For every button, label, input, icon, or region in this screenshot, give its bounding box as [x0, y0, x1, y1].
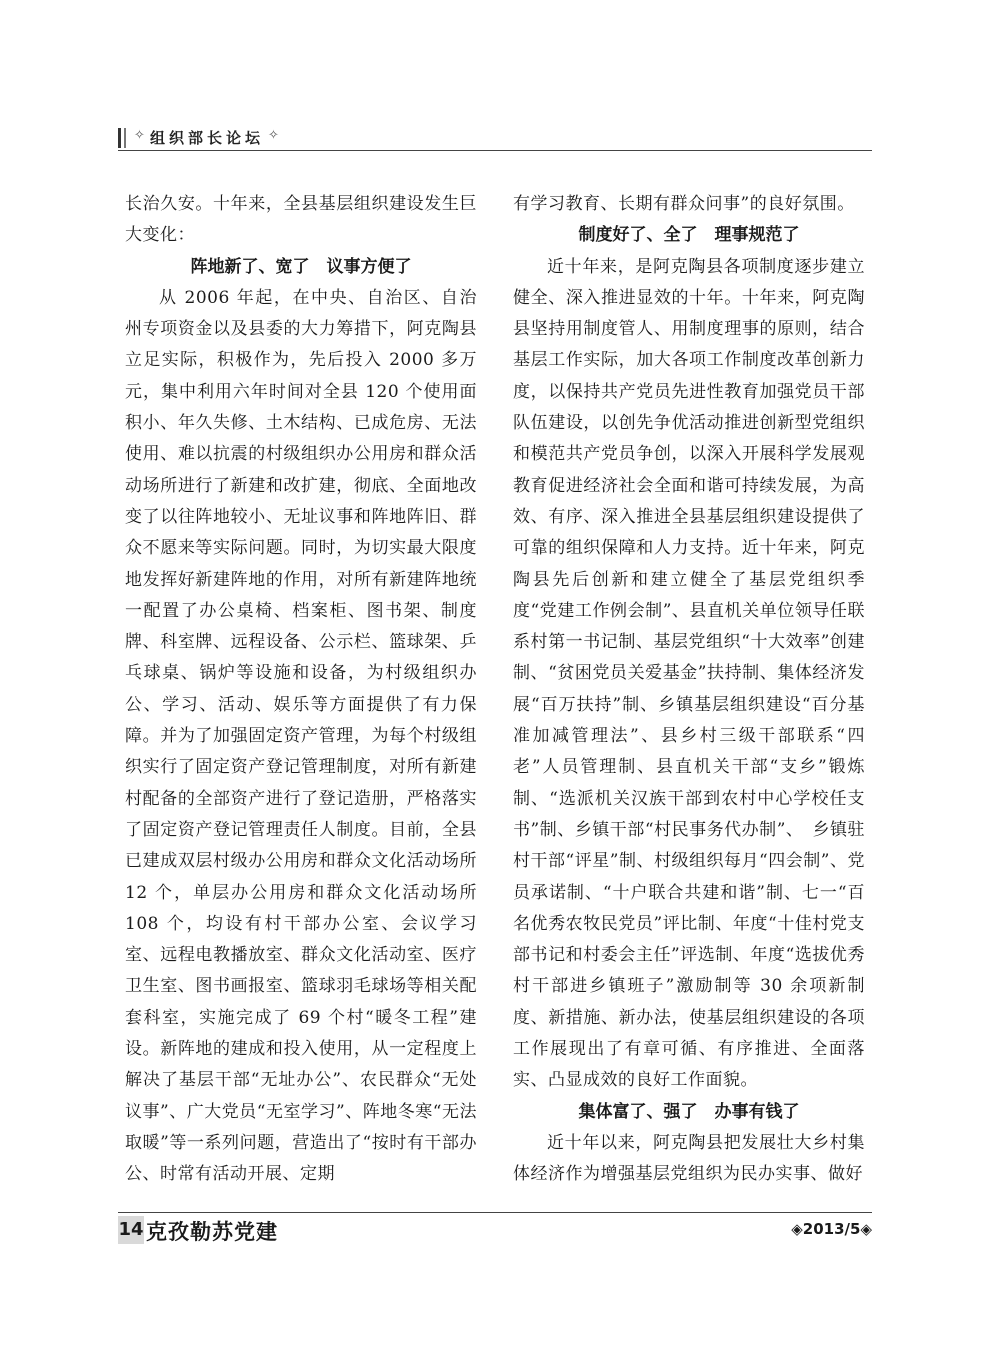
magazine-title: 克孜勒苏党建 — [146, 1219, 278, 1244]
section-header — [118, 126, 872, 150]
body-paragraph: 从 2006 年起，在中央、自治区、自治州专项资金以及县委的大力筹措下，阿克陶县立足实际，积极作为，先后投入 2000 多万元，集中利用六年时间对全县 120 个使用面积小、年久失修、土木结构、已成危房、无法使用、难以抗震的村级组织办公用房和群众活动场所进行了新建和改扩建，彻底、全面地改变了以往阵地较小、无址议事和阵地阵旧、群众不愿来等实际问题。同时，为切实最大限度地发挥好新建阵地的作用，对所有新建阵地统一配置了办公桌椅、档案柜、图书架、制度牌、科室牌、远程设备、公示栏、篮球架、乒乓球桌、锅炉等设施和设备，为村级组织办公、学习、活动、娱乐等方面提供了有力保障。并为了加强固定资产管理，为每个村级组织实行了固定资产登记管理制度，对所有新建村配备的全部资产进行了登记造册，严格落实了固定资产登记管理责任人制度。目前，全县已建成双层村级办公用房和群众文化活动场所 12 个，单层办公用房和群众文化活动场所 108 个，均设有村干部办公室、会议学习室、远程电教播放室、群众文化活动室、医疗卫生室、图书画报室、篮球羽毛球场等相关配套科室，实施完成了 69 个村“暖冬工程”建设。新阵地的建成和投入使用，从一定程度上解决了基层干部“无址办公”、农民群众“无处议事”、广大党员“无室学习”、阵地冬寒“无法取暖”等一系列问题，营造出了“按时有干部办公、时常有活动开展、定期 — [125, 287, 477, 1185]
left-column — [125, 189, 477, 1191]
footer-rule — [118, 1212, 872, 1213]
intro-paragraph: 长治久安。十年来，全县基层组织建设发生巨大变化： — [125, 194, 477, 246]
page-footer — [118, 1212, 872, 1252]
body-paragraph: 近十年来，是阿克陶县各项制度逐步建立健全、深入推进显效的十年。十年来，阿克陶县坚持用制度管人、用制度理事的原则，结合基层工作实际，加大各项工作制度改革创新力度，以保持共产党员先进性教育加强党员干部队伍建设，以创先争优活动推进创新型党组织和模范共产党员争创，以深入开展科学发展观教育促进经济社会全面和谐可持续发展，为高效、有序、深入推进全县基层组织建设提供了可靠的组织保障和人力支持。近十年来，阿克陶县先后创新和建立健全了基层党组织季度“党建工作例会制”、县直机关单位领导任联系村第一书记制、基层党组织“十大效率”创建制、“贫困党员关爱基金”扶持制、集体经济发展“百万扶持”制、乡镇基层组织建设“百分基准加减管理法”、县乡村三级干部联系“四老”人员管理制、县直机关干部“支乡”锻炼制、“选派机关汉族干部到农村中心学校任支书”制、乡镇干部“村民事务代办制”、 乡镇驻村干部“评星”制、村级组织每月“四会制”、党员承诺制、“十户联合共建和谐”制、七一“百名优秀农牧民党员”评比制、年度“十佳村党支部书记和村委会主任”评选制、年度“选拔优秀村干部进乡镇班子”激励制等 30 余项新制度、新措施、新办法，使基层组织建设的各项工作展现出了有章可循、有序推进、全面落实、凸显成效的良好工作面貌。 — [513, 256, 865, 1091]
body-paragraph: 近十年以来，阿克陶县把发展壮大乡村集体经济作为增强基层党组织为民办实事、做好 — [513, 1132, 865, 1185]
sparkle-icon: ✧ — [134, 128, 145, 143]
right-column — [513, 189, 865, 1191]
header-bars-decoration — [118, 126, 132, 148]
page-number: 14 — [118, 1216, 144, 1244]
section-title: 组织部长论坛 — [150, 129, 265, 147]
continuation-paragraph: 有学习教育、长期有群众问事”的良好氛围。 — [513, 194, 855, 214]
section-heading: 阵地新了、宽了 议事方便了 — [190, 256, 412, 277]
section-heading: 集体富了、强了 办事有钱了 — [578, 1101, 800, 1122]
header-rule — [118, 150, 872, 151]
sparkle-icon: ✧ — [268, 128, 279, 143]
issue-number: ◈2013/5◈ — [791, 1220, 872, 1238]
section-heading: 制度好了、全了 理事规范了 — [578, 225, 800, 246]
